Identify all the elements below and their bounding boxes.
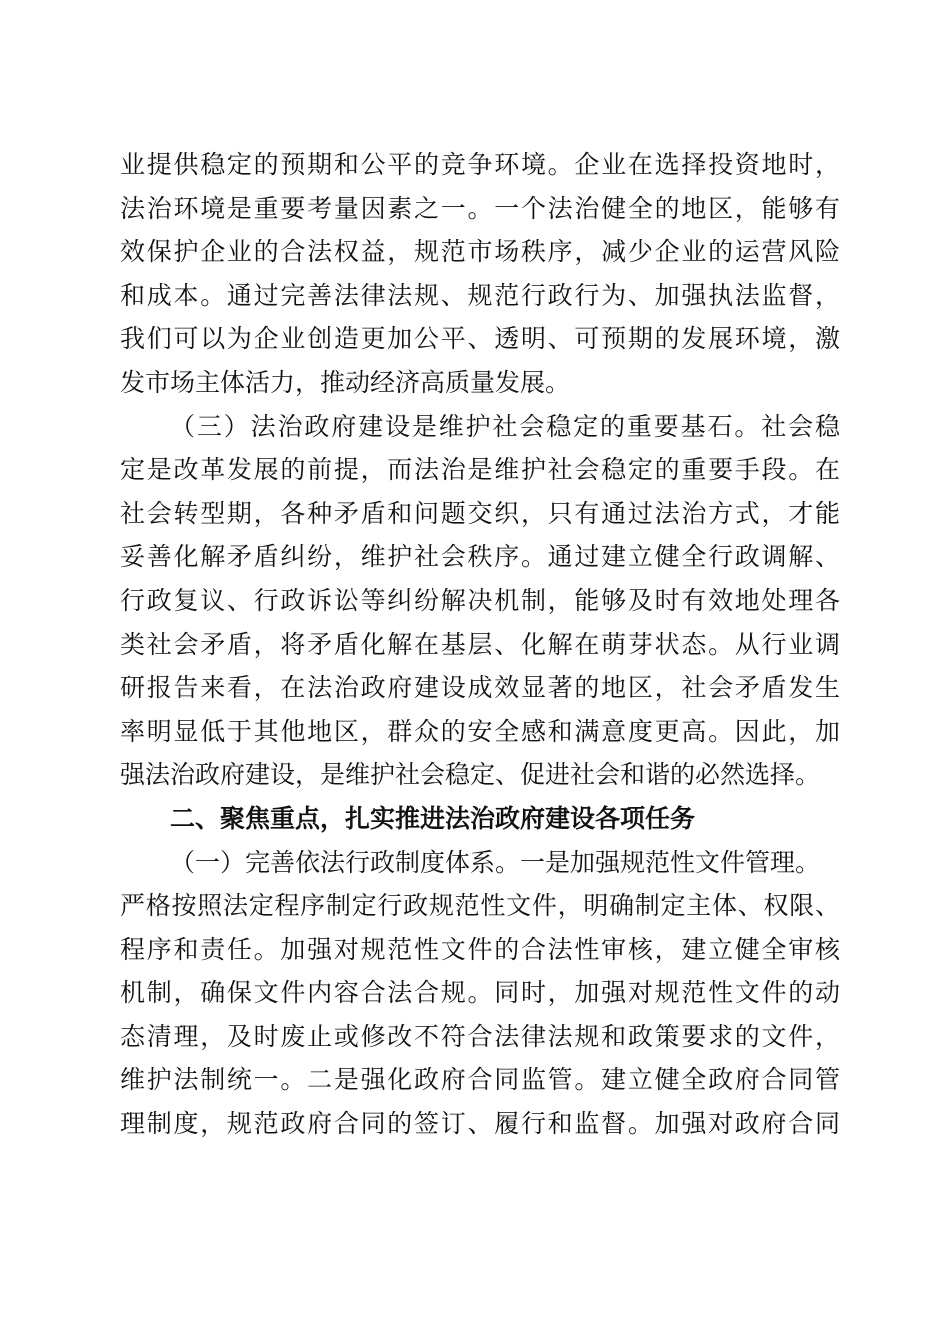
paragraph-line: 理制度，规范政府合同的签订、履行和监督。加强对政府合同 (120, 1109, 840, 1139)
chapter-heading: 二、聚焦重点，扎实推进法治政府建设各项任务 (170, 803, 696, 833)
paragraph-line: 妥善化解矛盾纠纷，维护社会秩序。通过建立健全行政调解、 (120, 542, 840, 572)
paragraph-line: 业提供稳定的预期和公平的竞争环境。企业在选择投资地时， (120, 150, 840, 179)
paragraph-line: 类社会矛盾，将矛盾化解在基层、化解在萌芽状态。从行业调 (120, 629, 840, 659)
paragraph-line: 态清理，及时废止或修改不符合法律法规和政策要求的文件， (120, 1021, 840, 1051)
paragraph-line: 定是改革发展的前提，而法治是维护社会稳定的重要手段。在 (120, 455, 840, 485)
paragraph-line: 效保护企业的合法权益，规范市场秩序，减少企业的运营风险 (120, 237, 840, 267)
subsection-heading-line: （一）完善依法行政制度体系。一是加强规范性文件管理。 (170, 847, 821, 877)
document-body (120, 143, 840, 1146)
paragraph-line: 行政复议、行政诉讼等纠纷解决机制，能够及时有效地处理各 (120, 585, 840, 615)
paragraph-line: 机制，确保文件内容合法合规。同时，加强对规范性文件的动 (120, 978, 840, 1008)
paragraph-line: 强法治政府建设，是维护社会稳定、促进社会和谐的必然选择。 (120, 760, 821, 790)
paragraph-line: 严格按照法定程序制定行政规范性文件，明确制定主体、权限、 (120, 891, 840, 921)
paragraph-line: 法治环境是重要考量因素之一。一个法治健全的地区，能够有 (120, 193, 840, 223)
paragraph-line: 程序和责任。加强对规范性文件的合法性审核，建立健全审核 (120, 934, 840, 964)
paragraph-line: 发市场主体活力，推动经济高质量发展。 (120, 367, 571, 397)
paragraph-line: 率明显低于其他地区，群众的安全感和满意度更高。因此，加 (120, 716, 840, 746)
paragraph-line: 社会转型期，各种矛盾和问题交织，只有通过法治方式，才能 (120, 498, 840, 528)
paragraph-line: 研报告来看，在法治政府建设成效显著的地区，社会矛盾发生 (120, 673, 840, 703)
paragraph-line: 维护法制统一。二是强化政府合同监管。建立健全政府合同管 (120, 1065, 840, 1095)
section-heading-line: （三）法治政府建设是维护社会稳定的重要基石。社会稳 (170, 411, 840, 441)
paragraph-line: 和成本。通过完善法律法规、规范行政行为、加强执法监督， (120, 280, 840, 310)
paragraph-line: 我们可以为企业创造更加公平、透明、可预期的发展环境，激 (120, 324, 840, 354)
